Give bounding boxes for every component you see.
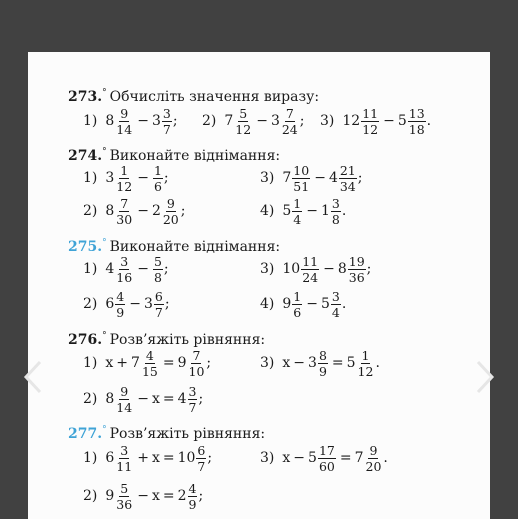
- numerator: 4: [116, 288, 125, 304]
- mixed-number: [321, 197, 342, 226]
- numerator: 7: [192, 347, 201, 363]
- operator: =: [162, 488, 175, 504]
- exercise-label: 2): [202, 113, 217, 129]
- mixed-number: [282, 164, 311, 193]
- fraction: [292, 164, 310, 193]
- problem-number: 274.: [68, 148, 103, 164]
- numerator: 1: [293, 288, 302, 304]
- operator: =: [162, 450, 175, 466]
- numerator: 19: [348, 253, 365, 269]
- mixed-number: [271, 107, 300, 136]
- operator: −: [137, 261, 149, 277]
- exercise: [83, 343, 211, 383]
- mixed-number: [282, 197, 303, 226]
- denominator: 7: [162, 121, 171, 137]
- whole-part: 7: [131, 355, 140, 371]
- problem-number: 275.: [68, 239, 103, 255]
- exercise: [260, 284, 346, 324]
- mixed-number: [144, 290, 165, 319]
- exercise-label: 2): [83, 296, 98, 312]
- variable: x: [282, 355, 291, 371]
- fraction: [188, 482, 198, 511]
- denominator: 18: [408, 121, 425, 137]
- problem-number: 277.: [68, 426, 103, 442]
- whole-part: 3: [151, 113, 161, 129]
- fraction: [115, 290, 125, 319]
- punctuation: .: [426, 113, 432, 129]
- whole-part: 1: [320, 203, 330, 219]
- numerator: 7: [285, 105, 294, 121]
- mixed-number: [105, 385, 134, 414]
- punctuation: ;: [163, 261, 169, 277]
- exercise-label: 2): [83, 488, 98, 504]
- denominator: 9: [188, 496, 197, 512]
- whole-part: 3: [143, 296, 153, 312]
- numerator: 9: [166, 195, 175, 211]
- problem-273-title: 273.° Обчисліть значення виразу:: [68, 88, 320, 105]
- mixed-number: [105, 444, 134, 473]
- denominator: 34: [339, 178, 356, 194]
- exercise-label: 1): [83, 261, 98, 277]
- exercise-label: 4): [260, 203, 275, 219]
- denominator: 14: [116, 121, 133, 137]
- denominator: 15: [141, 363, 158, 379]
- fraction: [154, 290, 164, 319]
- numerator: 11: [302, 253, 319, 269]
- operator: +: [116, 355, 129, 371]
- operator: +: [137, 450, 149, 466]
- punctuation: ;: [357, 170, 363, 186]
- mixed-number: [105, 255, 134, 284]
- fraction: [115, 107, 133, 136]
- mixed-number: [398, 107, 427, 136]
- punctuation: ;: [198, 488, 204, 504]
- whole-part: 4: [105, 261, 115, 277]
- denominator: 51: [293, 178, 310, 194]
- mixed-number: [282, 255, 320, 284]
- punctuation: ;: [366, 261, 372, 277]
- mixed-number: [131, 349, 160, 378]
- denominator: 12: [362, 121, 379, 137]
- variable: x: [282, 450, 291, 466]
- operator: −: [137, 488, 149, 504]
- fraction: [162, 197, 180, 226]
- numerator: 3: [120, 442, 129, 458]
- denominator: 24: [302, 269, 319, 285]
- exercise-label: 3): [260, 261, 275, 277]
- fraction: [292, 290, 302, 319]
- whole-part: 5: [346, 355, 356, 371]
- fraction: [188, 349, 206, 378]
- operator: −: [383, 113, 395, 129]
- fraction: [318, 349, 328, 378]
- denominator: 14: [116, 399, 133, 415]
- punctuation: .: [341, 296, 347, 312]
- exercise: [83, 101, 178, 141]
- numerator: 4: [188, 480, 197, 496]
- numerator: 21: [339, 162, 356, 178]
- numerator: 9: [369, 442, 378, 458]
- mixed-number: [105, 107, 134, 136]
- fraction: [115, 197, 133, 226]
- denominator: 10: [188, 363, 205, 379]
- whole-part: 12: [342, 113, 361, 129]
- mixed-number: [329, 164, 358, 193]
- mixed-number: [178, 349, 207, 378]
- problem-274-title: 274.° Виконайте віднімання:: [68, 147, 281, 164]
- variable: x: [105, 355, 114, 371]
- denominator: 12: [357, 363, 374, 379]
- numerator: 3: [120, 253, 129, 269]
- operator: −: [306, 203, 318, 219]
- mixed-number: [152, 164, 164, 193]
- exercise-label: 4): [260, 296, 275, 312]
- problem-277-title: 277.° Розв’яжіть рівняння:: [68, 425, 266, 442]
- whole-part: 9: [282, 296, 292, 312]
- mixed-number: [338, 255, 367, 284]
- whole-part: 4: [328, 170, 338, 186]
- fraction: [115, 482, 133, 511]
- fraction: [301, 255, 319, 284]
- operator: =: [162, 391, 175, 407]
- fraction: [292, 197, 302, 226]
- fraction: [162, 107, 172, 136]
- denominator: 7: [188, 399, 197, 415]
- denominator: 60: [318, 458, 335, 474]
- variable: x: [151, 488, 160, 504]
- whole-part: 7: [224, 113, 234, 129]
- numerator: 5: [120, 480, 129, 496]
- whole-part: 8: [105, 113, 115, 129]
- operator: =: [331, 355, 344, 371]
- variable: x: [151, 450, 160, 466]
- denominator: 9: [318, 363, 327, 379]
- exercise-label: 1): [83, 355, 98, 371]
- whole-part: 9: [177, 355, 187, 371]
- exercise-label: 3): [260, 450, 275, 466]
- denominator: 36: [348, 269, 365, 285]
- numerator: 6: [197, 442, 206, 458]
- whole-part: 6: [105, 296, 115, 312]
- exercise: [320, 101, 431, 141]
- exercise: [83, 476, 203, 516]
- numerator: 9: [120, 105, 129, 121]
- punctuation: ;: [198, 391, 204, 407]
- fraction: [153, 164, 163, 193]
- operator: −: [314, 170, 326, 186]
- denominator: 30: [116, 211, 133, 227]
- numerator: 5: [239, 105, 248, 121]
- operator: =: [339, 450, 352, 466]
- whole-part: 3: [270, 113, 280, 129]
- fraction: [234, 107, 252, 136]
- denominator: 24: [281, 121, 298, 137]
- exercise-label: 3): [260, 170, 275, 186]
- problem-instruction: Розв’яжіть рівняння:: [109, 426, 266, 442]
- numerator: 1: [120, 162, 129, 178]
- numerator: 17: [318, 442, 335, 458]
- fraction: [115, 164, 133, 193]
- denominator: 8: [331, 211, 340, 227]
- problem-276-title: 276.° Розв’яжіть рівняння:: [68, 331, 266, 348]
- exercise: [83, 438, 212, 478]
- numerator: 8: [318, 347, 327, 363]
- exercise: [83, 191, 185, 231]
- exercise: [83, 379, 203, 419]
- operator: −: [129, 296, 141, 312]
- operator: −: [137, 391, 149, 407]
- numerator: 1: [153, 162, 162, 178]
- operator: −: [137, 170, 149, 186]
- chevron-left-icon[interactable]: [22, 360, 44, 394]
- numerator: 3: [331, 288, 340, 304]
- denominator: 9: [116, 304, 125, 320]
- whole-part: 5: [320, 296, 330, 312]
- fraction: [115, 385, 133, 414]
- whole-part: 6: [105, 450, 115, 466]
- mixed-number: [105, 164, 134, 193]
- mixed-number: [178, 385, 199, 414]
- numerator: 9: [120, 383, 129, 399]
- mixed-number: [178, 482, 199, 511]
- punctuation: .: [375, 355, 380, 371]
- fraction: [153, 255, 163, 284]
- fraction: [196, 444, 206, 473]
- whole-part: 2: [151, 203, 161, 219]
- exercise-label: 1): [83, 450, 98, 466]
- mixed-number: [355, 444, 384, 473]
- denominator: 20: [162, 211, 179, 227]
- chevron-right-icon[interactable]: [474, 360, 496, 394]
- operator: −: [306, 296, 318, 312]
- problem-instruction: Розв’яжіть рівняння:: [109, 332, 266, 348]
- numerator: 10: [293, 162, 310, 178]
- denominator: 4: [293, 211, 302, 227]
- textbook-page: [28, 52, 490, 519]
- exercise-label: 3): [260, 355, 275, 371]
- denominator: 7: [154, 304, 163, 320]
- punctuation: ;: [164, 296, 170, 312]
- exercise-label: 1): [83, 113, 98, 129]
- numerator: 5: [153, 253, 162, 269]
- punctuation: .: [341, 203, 347, 219]
- operator: =: [162, 355, 175, 371]
- exercise: [260, 438, 388, 478]
- denominator: 16: [116, 269, 133, 285]
- exercise: [83, 249, 169, 289]
- exercise: [260, 343, 380, 383]
- whole-part: 10: [282, 261, 301, 277]
- operator: −: [137, 113, 149, 129]
- operator: −: [323, 261, 335, 277]
- numerator: 13: [408, 105, 425, 121]
- mixed-number: [178, 444, 208, 473]
- problem-number: 276.: [68, 332, 103, 348]
- whole-part: 3: [308, 355, 317, 371]
- problem-275-title: 275.° Виконайте віднімання:: [68, 238, 281, 255]
- mixed-number: [105, 290, 126, 319]
- denominator: 36: [116, 496, 133, 512]
- denominator: 11: [116, 458, 133, 474]
- whole-part: 10: [177, 450, 196, 466]
- mixed-number: [152, 197, 181, 226]
- exercise: [83, 284, 170, 324]
- whole-part: 9: [105, 488, 115, 504]
- whole-part: 8: [105, 391, 115, 407]
- operator: −: [137, 203, 149, 219]
- mixed-number: [321, 290, 342, 319]
- mixed-number: [105, 482, 134, 511]
- mixed-number: [308, 349, 329, 378]
- problem-instruction: Виконайте віднімання:: [109, 239, 281, 255]
- mixed-number: [342, 107, 380, 136]
- fraction: [188, 385, 198, 414]
- numerator: 11: [362, 105, 379, 121]
- exercise: [202, 101, 304, 141]
- variable: x: [151, 391, 160, 407]
- exercise-label: 1): [83, 170, 98, 186]
- operator: −: [256, 113, 268, 129]
- operator: −: [293, 450, 306, 466]
- mixed-number: [105, 197, 134, 226]
- whole-part: 2: [177, 488, 187, 504]
- denominator: 6: [153, 178, 162, 194]
- mixed-number: [282, 290, 303, 319]
- punctuation: ;: [299, 113, 305, 129]
- punctuation: ;: [172, 113, 178, 129]
- punctuation: .: [383, 450, 388, 466]
- numerator: 7: [120, 195, 129, 211]
- exercise: [260, 249, 371, 289]
- whole-part: 5: [397, 113, 407, 129]
- whole-part: 5: [308, 450, 317, 466]
- whole-part: 7: [354, 450, 364, 466]
- exercise: [260, 191, 346, 231]
- fraction: [115, 255, 133, 284]
- problem-instruction: Виконайте віднімання:: [109, 148, 281, 164]
- mixed-number: [308, 444, 337, 473]
- mixed-number: [152, 107, 173, 136]
- fraction: [331, 197, 341, 226]
- numerator: 4: [145, 347, 154, 363]
- whole-part: 8: [337, 261, 347, 277]
- numerator: 6: [154, 288, 163, 304]
- fraction: [331, 290, 341, 319]
- problem-instruction: Обчисліть значення виразу:: [109, 89, 320, 105]
- fraction: [141, 349, 159, 378]
- whole-part: 8: [105, 203, 115, 219]
- numerator: 1: [361, 347, 370, 363]
- whole-part: 7: [282, 170, 292, 186]
- mixed-number: [347, 349, 376, 378]
- fraction: [318, 444, 336, 473]
- exercise-label: 2): [83, 391, 98, 407]
- denominator: 12: [235, 121, 252, 137]
- mixed-number: [224, 107, 253, 136]
- punctuation: ;: [207, 450, 213, 466]
- denominator: 4: [331, 304, 340, 320]
- denominator: 20: [365, 458, 382, 474]
- fraction: [348, 255, 366, 284]
- punctuation: ;: [206, 355, 212, 371]
- denominator: 7: [197, 458, 206, 474]
- denominator: 12: [116, 178, 133, 194]
- exercise-label: 3): [320, 113, 335, 129]
- fraction: [361, 107, 379, 136]
- denominator: 8: [153, 269, 162, 285]
- punctuation: ;: [163, 170, 169, 186]
- operator: −: [293, 355, 306, 371]
- fraction: [339, 164, 357, 193]
- denominator: 6: [293, 304, 302, 320]
- exercise-label: 2): [83, 203, 98, 219]
- whole-part: 4: [177, 391, 187, 407]
- fraction: [357, 349, 375, 378]
- numerator: 3: [331, 195, 340, 211]
- mixed-number: [152, 255, 164, 284]
- punctuation: ;: [180, 203, 186, 219]
- problem-number: 273.: [68, 89, 103, 105]
- numerator: 1: [293, 195, 302, 211]
- fraction: [281, 107, 299, 136]
- numerator: 3: [188, 383, 197, 399]
- numerator: 3: [162, 105, 171, 121]
- whole-part: 3: [105, 170, 115, 186]
- fraction: [115, 444, 133, 473]
- fraction: [408, 107, 426, 136]
- whole-part: 5: [282, 203, 292, 219]
- fraction: [365, 444, 383, 473]
